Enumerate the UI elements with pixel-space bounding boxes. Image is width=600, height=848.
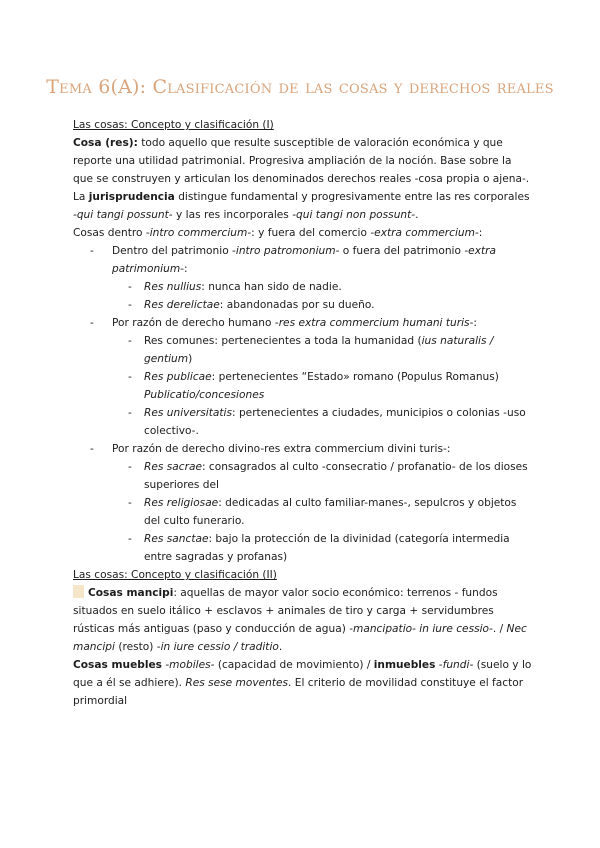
jurisprudencia-paragraph: La jurisprudencia distingue fundamental y progresivamente entre las res corporales -qui tangi possunt- y las res incorporales -qui tangi non possunt-. [73, 191, 530, 221]
list-item-res-universitatis: - Res universitatis: pertenecientes a ciudades, municipios o colonias -uso colectivo-. [73, 404, 533, 440]
list-item-patrimonio: - Dentro del patrimonio -intro patromonium- o fuera del patrimonio -extra patrimonium-: [73, 242, 533, 278]
dash-bullet: - [128, 335, 132, 347]
section-heading-1: Las cosas: Concepto y clasificación (I) [73, 119, 274, 131]
commercium-paragraph: Cosas dentro -intro commercium-: y fuera del comercio -extra commercium-: [73, 227, 483, 239]
inmuebles-term: inmuebles [373, 659, 436, 671]
page-title: Tema 6(A): Clasificación de las cosas y derechos reales [46, 76, 554, 98]
mancipi-term: Cosas mancipi [88, 587, 174, 599]
document-body [73, 116, 533, 710]
dash-bullet: - [128, 497, 132, 509]
dash-bullet: - [128, 407, 132, 419]
list-item-res-sacrae: - Res sacrae: consagrados al culto -consecratio / profanatio- de los dioses superiores del [73, 458, 533, 494]
muebles-term: Cosas muebles [73, 659, 162, 671]
list-item-res-sanctae: - Res sanctae: bajo la protección de la divinidad (categoría intermedia entre sagradas y profanas) [73, 530, 533, 566]
dash-bullet: - [128, 461, 132, 473]
dash-bullet: - [128, 299, 132, 311]
list-item-res-nullius: - Res nullius: nunca han sido de nadie. [73, 278, 533, 296]
dash-bullet: - [90, 317, 94, 329]
muebles-paragraph: Cosas muebles -mobiles- (capacidad de movimiento) / inmuebles -fundi- (suelo y lo que a él se adhiere). Res sese moventes. El criterio de movilidad constituye el factor primordial [73, 659, 532, 707]
dash-bullet: - [128, 371, 132, 383]
dash-bullet: - [128, 533, 132, 545]
mancipi-paragraph: Cosas mancipi: aquellas de mayor valor socio económico: terrenos - fundos situados en suelo itálico + esclavos + animales de tiro y carga + servidumbres rústicas más antiguas (paso y conducción de agua) -mancipatio- in iure cessio-. / Nec mancipi (resto) -in iure cessio / traditio. [73, 587, 527, 653]
list-item-res-religiosae: - Res religiosae: dedicadas al culto familiar-manes-, sepulcros y objetos del culto funerario. [73, 494, 533, 530]
list-item-derecho-humano: - Por razón de derecho humano -res extra commercium humani turis-: [73, 314, 533, 332]
dash-bullet: - [90, 443, 94, 455]
dash-bullet: - [90, 245, 94, 257]
list-item-res-derelictae: - Res derelictae: abandonadas por su dueño. [73, 296, 533, 314]
highlight-mark [73, 585, 84, 598]
list-item-res-comunes: - Res comunes: pertenecientes a toda la humanidad (ius naturalis / gentium) [73, 332, 533, 368]
dash-bullet: - [128, 281, 132, 293]
list-item-derecho-divino: - Por razón de derecho divino-res extra commercium divini turis-: [73, 440, 533, 458]
section-heading-2: Las cosas: Concepto y clasificación (II) [73, 569, 277, 581]
cosa-term: Cosa (res): [73, 137, 138, 149]
list-item-res-publicae: - Res publicae: pertenecientes “Estado» romano (Populus Romanus) Publicatio/concesiones [73, 368, 533, 404]
cosa-definition: Cosa (res): todo aquello que resulte susceptible de valoración económica y que reporte una utilidad patrimonial. Progresiva ampliación de la noción. Base sobre la que se construyen y articulan los denominados derechos reales -cosa propia o ajena-. [73, 137, 530, 185]
jurisprudencia-term: jurisprudencia [88, 191, 175, 203]
